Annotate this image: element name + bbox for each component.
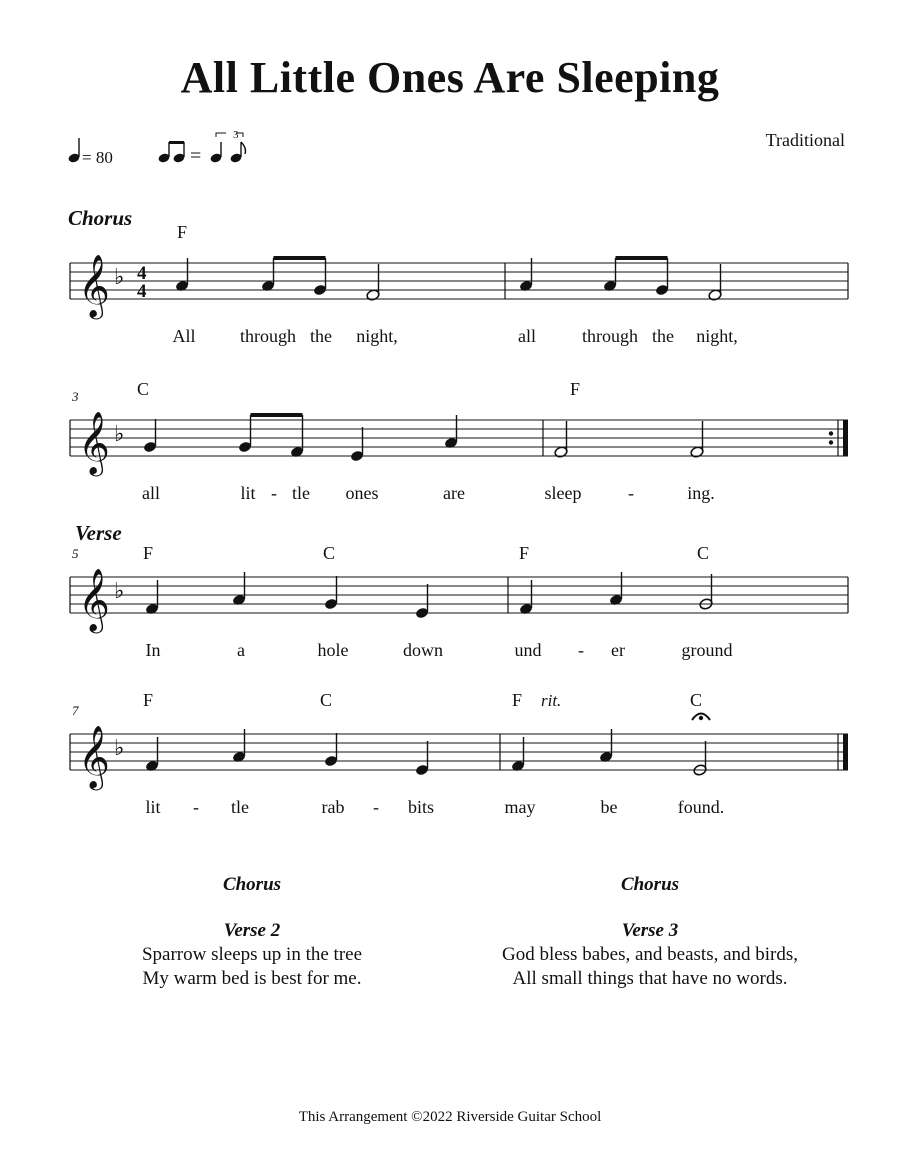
lyric-syllable: - bbox=[578, 640, 584, 660]
lyric-syllable: hole bbox=[317, 640, 349, 660]
chord-symbol: C bbox=[323, 543, 336, 563]
verse-2-line-2: My warm bed is best for me. bbox=[142, 968, 362, 989]
verse-label: Verse bbox=[75, 521, 122, 545]
flat-key-signature-icon: ♭ bbox=[114, 422, 125, 447]
lyric-syllable: ing. bbox=[687, 483, 715, 503]
chord-symbol: C bbox=[690, 690, 703, 710]
lyric-syllable: tle bbox=[292, 483, 310, 503]
verse-3-line-1: God bless babes, and beasts, and birds, bbox=[501, 944, 799, 965]
lyric-syllable: the bbox=[310, 326, 332, 346]
chord-symbol: F bbox=[143, 543, 154, 563]
tempo-bpm: = 80 bbox=[82, 148, 113, 167]
lyric-syllable: ground bbox=[681, 640, 733, 660]
beam bbox=[616, 256, 668, 260]
chord-symbol: F bbox=[570, 379, 581, 399]
lyric-syllable: all bbox=[518, 326, 536, 346]
lyric-syllable: lit bbox=[145, 797, 161, 817]
beam bbox=[251, 413, 303, 417]
measure-number-3: 3 bbox=[72, 389, 79, 404]
lyric-syllable: tle bbox=[231, 797, 249, 817]
lyric-syllable: night, bbox=[356, 326, 398, 346]
beam bbox=[274, 256, 326, 260]
lyric-syllable: a bbox=[237, 640, 245, 660]
lyric-syllable: may bbox=[504, 797, 536, 817]
chord-symbol: F bbox=[143, 690, 154, 710]
lyric-syllable: the bbox=[652, 326, 674, 346]
lyric-syllable: sleep bbox=[544, 483, 582, 503]
flat-key-signature-icon: ♭ bbox=[114, 265, 125, 290]
ritardando-mark: rit. bbox=[541, 691, 562, 710]
chorus-label: Chorus bbox=[68, 206, 133, 230]
lyric-syllable: - bbox=[628, 483, 634, 503]
treble-clef-icon: 𝄞 bbox=[78, 411, 110, 474]
lyric-syllable: lit bbox=[240, 483, 256, 503]
lyric-syllable: er bbox=[611, 640, 625, 660]
swing-equals: = bbox=[190, 145, 202, 167]
song-title: All Little Ones Are Sleeping bbox=[180, 53, 720, 102]
chord-symbol: F bbox=[177, 222, 188, 242]
chord-symbol: C bbox=[137, 379, 150, 399]
final-barline bbox=[843, 734, 848, 770]
lyric-syllable: down bbox=[403, 640, 443, 660]
time-signature-bottom: 4 bbox=[137, 281, 147, 302]
lyric-syllable: all bbox=[142, 483, 160, 503]
lyric-syllable: night, bbox=[696, 326, 738, 346]
composer-credit: Traditional bbox=[765, 130, 845, 150]
verse-3-heading: Verse 3 bbox=[621, 920, 679, 941]
lyric-syllable: through bbox=[240, 326, 296, 346]
repeat-dot bbox=[829, 431, 833, 435]
lyric-syllable: - bbox=[373, 797, 379, 817]
final-repeat-barline bbox=[843, 420, 848, 456]
lyric-syllable: be bbox=[600, 797, 618, 817]
time-signature-top: 4 bbox=[137, 263, 147, 284]
chord-symbol: F bbox=[519, 543, 530, 563]
measure-number-5: 5 bbox=[72, 546, 79, 561]
chord-symbol: F bbox=[512, 690, 523, 710]
chord-symbol: C bbox=[320, 690, 333, 710]
treble-clef-icon: 𝄞 bbox=[78, 568, 110, 631]
staff-system-4 bbox=[0, 711, 900, 801]
chord-symbol: C bbox=[697, 543, 710, 563]
lyric-syllable: All bbox=[172, 326, 196, 346]
verse-2-heading: Verse 2 bbox=[223, 920, 281, 941]
staff-system-2 bbox=[0, 397, 900, 487]
flat-key-signature-icon: ♭ bbox=[114, 736, 125, 761]
triplet-number: 3 bbox=[233, 129, 239, 141]
measure-number-7: 7 bbox=[72, 703, 79, 718]
chorus-heading: Chorus bbox=[620, 874, 680, 895]
flat-key-signature-icon: ♭ bbox=[114, 579, 125, 604]
verse-2-column bbox=[92, 873, 412, 991]
lyric-syllable: rab bbox=[321, 797, 345, 817]
lyric-syllable: - bbox=[193, 797, 199, 817]
lyric-syllable: found. bbox=[677, 797, 725, 817]
verse-2-line-1: Sparrow sleeps up in the tree bbox=[141, 944, 363, 965]
treble-clef-icon: 𝄞 bbox=[78, 254, 110, 317]
verse-3-column bbox=[490, 873, 810, 991]
lyric-syllable: und bbox=[514, 640, 542, 660]
lyric-syllable: bits bbox=[407, 797, 435, 817]
staff-system-1 bbox=[0, 240, 900, 330]
treble-clef-icon: 𝄞 bbox=[78, 725, 110, 788]
lyric-syllable: are bbox=[443, 483, 465, 503]
staff-system-3 bbox=[0, 554, 900, 644]
lyric-syllable: through bbox=[582, 326, 638, 346]
verse-3-line-2: All small things that have no words. bbox=[512, 968, 788, 989]
lyric-syllable: - bbox=[271, 483, 277, 503]
chorus-heading: Chorus bbox=[222, 874, 282, 895]
copyright-footer: This Arrangement ©2022 Riverside Guitar School bbox=[298, 1109, 602, 1125]
lyric-syllable: In bbox=[145, 640, 161, 660]
repeat-dot bbox=[829, 440, 833, 444]
lyric-syllable: ones bbox=[345, 483, 379, 503]
